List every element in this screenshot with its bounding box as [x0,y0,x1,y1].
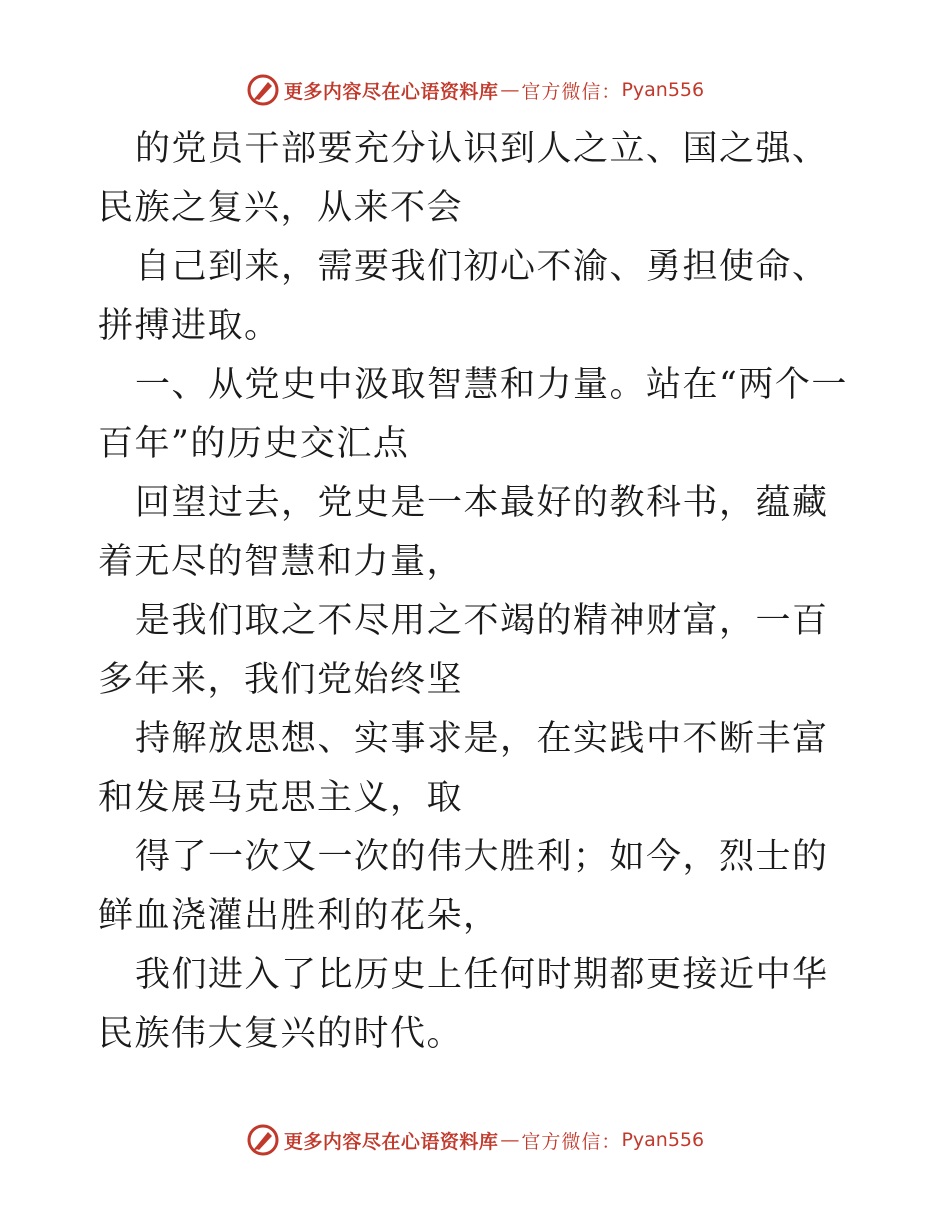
banner-separator: — [500,1129,520,1151]
paragraph: 的党员干部要充分认识到人之立、国之强、民族之复兴，从来不会 [98,129,829,228]
banner-wechat-label: 官方微信： [521,80,622,103]
pen-nib-logo-icon [246,1123,280,1157]
footer-banner [0,1120,950,1160]
paragraph: 回望过去，党史是一本最好的教科书，蕴藏着无尽的智慧和力量， [98,483,829,582]
banner-title: 更多内容尽在心语资料库 [283,80,499,103]
paragraph: 一、从党史中汲取智慧和力量。站在“两个一百年”的历史交汇点 [98,365,848,464]
paragraph: 自己到来，需要我们初心不渝、勇担使命、拼搏进取。 [98,247,829,346]
header-banner [0,70,950,110]
banner-wechat-id: Pyan556 [621,79,705,101]
banner-wechat-label: 官方微信： [521,1130,622,1153]
banner-separator: — [500,79,520,101]
banner-title: 更多内容尽在心语资料库 [283,1130,499,1153]
paragraph: 持解放思想、实事求是，在实践中不断丰富和发展马克思主义，取 [98,719,829,818]
paragraph: 得了一次又一次的伟大胜利；如今，烈士的鲜血浇灌出胜利的花朵， [98,837,829,936]
document-body [98,120,858,1064]
banner-wechat-id: Pyan556 [621,1129,705,1151]
paragraph: 我们进入了比历史上任何时期都更接近中华民族伟大复兴的时代。 [98,955,829,1054]
paragraph: 是我们取之不尽用之不竭的精神财富，一百多年来，我们党始终坚 [98,601,829,700]
pen-nib-logo-icon [246,73,280,107]
